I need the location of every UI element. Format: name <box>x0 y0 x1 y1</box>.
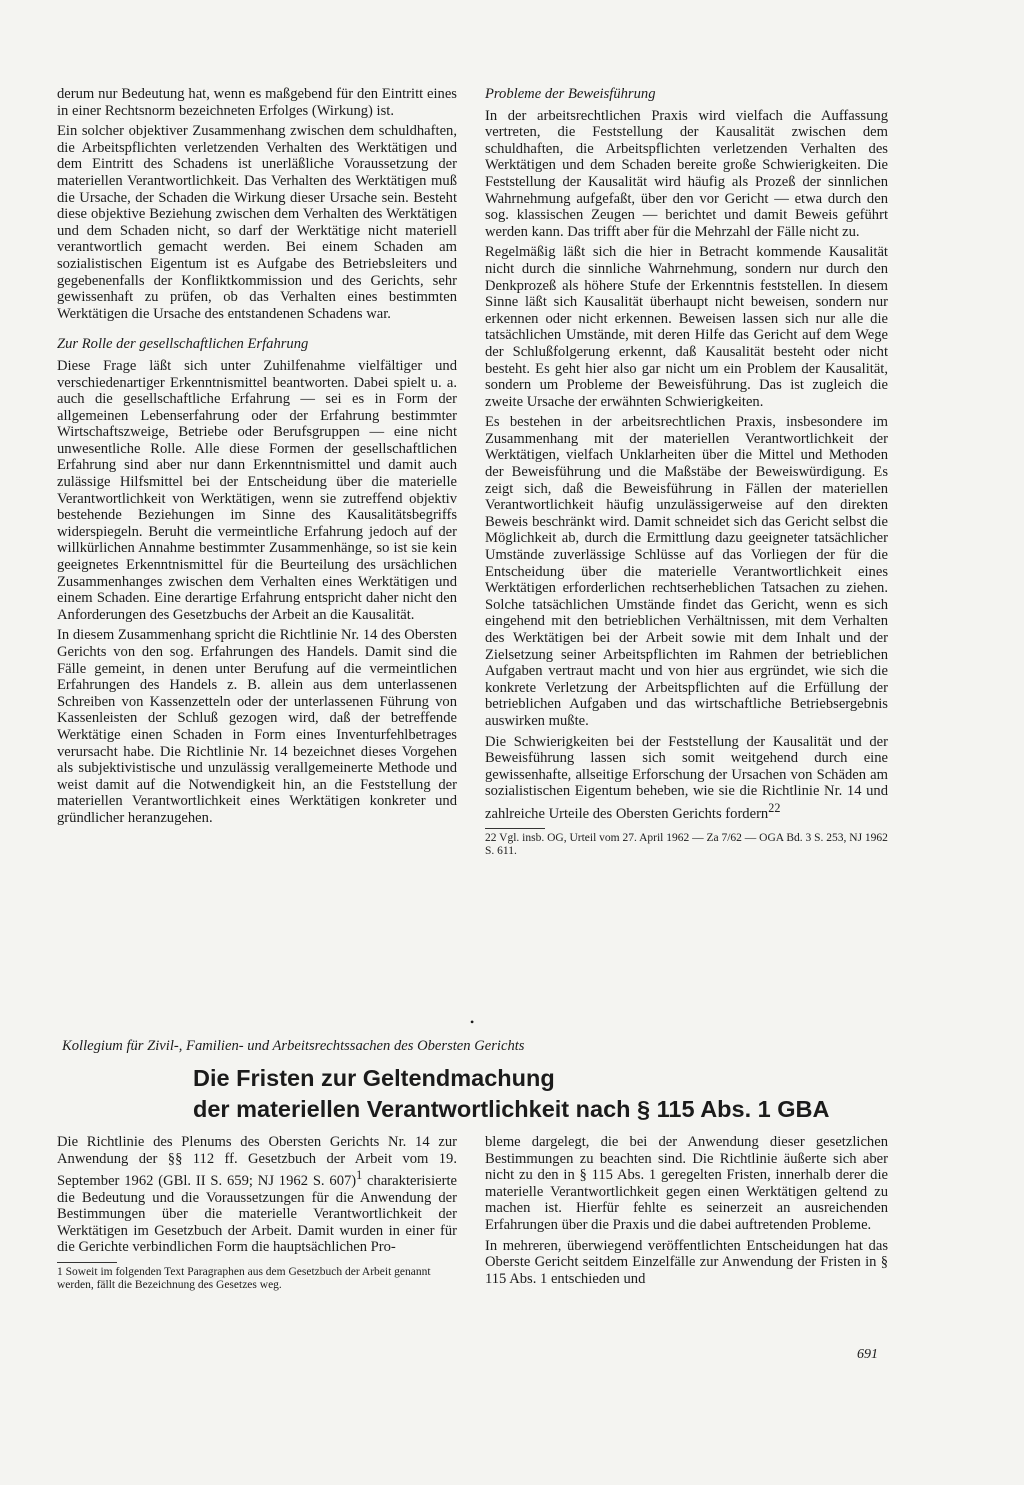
headline-line-2: der materiellen Verantwortlichkeit nach § 115 Abs. 1 GBA <box>193 1096 830 1122</box>
paragraph: Regelmäßig läßt sich die hier in Betracht kommende Kausalität nicht durch die sinnliche Wahrnehmung, sondern nur durch den Denkprozeß als höhere Stufe der Erkenntnis feststellen. In diesem Sinne läßt sich Kausalität überhaupt nicht beweisen, sondern nur erkennen oder nicht erkennen. Beweisen lassen sich nur alle die tatsächlichen Umstände, mit deren Hilfe das Gericht auf dem Wege der Schlußfolgerung erkennt, daß Kausalität besteht oder nicht besteht. Es geht hier also gar nicht um ein Problem der Kausalität, sondern um Probleme der Beweisführung. Das ist zugleich die zweite Ursache der erwähnten Schwierigkeiten. <box>485 244 888 410</box>
paragraph <box>57 1134 457 1256</box>
paragraph-text: charakterisierte die Bedeutung und die Voraussetzungen für die Anwendung der Bestimmungen über die materielle Verantwortlichkeit der Werktätigen im Gesetzbuch der Arbeit. Damit wurden in einer für die Gerichte verbindlichen Form die hauptsächlichen Pro- <box>57 1173 457 1256</box>
paragraph <box>485 734 888 823</box>
paragraph: Ein solcher objektiver Zusammenhang zwischen dem schuldhaften, die Arbeitspflichten verletzenden Verhalten des Werktätigen und dem Eintritt des Schadens ist unerläßliche Voraussetzung der materiellen Verantwortlichkeit. Das Verhalten des Werktätigen muß die Ursache, der Schaden die Wirkung dieser Ursache sein. Besteht diese objektive Beziehung zwischen dem Verhalten des Werktätigen und dem Schaden nicht, so darf der Werktätige nicht materiell verantwortlich gemacht werden. Bei einem Schaden am sozialistischen Eigentum ist es Aufgabe des Betriebsleiters und gegebenenfalls der Konfliktkommission und des Gerichts, sehr gewissenhaft zu prüfen, ob das Verhalten eines bestimmten Werktätigen die Ursache des entstandenen Schadens war. <box>57 123 457 322</box>
footnote-ref: 1 <box>356 1168 363 1183</box>
article-headline <box>193 1063 913 1125</box>
footnote: 1 Soweit im folgenden Text Paragraphen aus dem Gesetzbuch der Arbeit genannt werden, fällt die Bezeichnung des Gesetzes weg. <box>57 1266 431 1292</box>
paragraph: Es bestehen in der arbeitsrechtlichen Praxis, insbesondere im Zusammenhang mit der materiellen Verantwortlichkeit der Werktätigen, vielfach Unklarheiten über die Mittel und Methoden der Beweisführung und die Maßstäbe der Beweiswürdigung. Es zeigt sich, daß die Beweisführung in Fällen der materiellen Verantwortlichkeit häufig unzulässigerweise auf den direkten Beweis beschränkt wird. Damit schneidet sich das Gericht selbst die Möglichkeit ab, durch die Ermittlung dazu geeigneter tatsächlicher Umstände zuverlässige Schlüsse auf das Vorliegen der für die Entscheidung über die materielle Verantwortlichkeit eines Werktätigen erforderlichen rechtserheblichen Tatsachen zu ziehen. Solche tatsächlichen Umstände findet das Gericht, wenn es sich eingehend mit den betrieblichen Verhältnissen, mit dem Verhalten des Werktätigen bei der Arbeit sowie mit dem Inhalt und der Zielsetzung seiner Arbeitspflichten im Rahmen der betrieblichen Aufgaben vertraut macht und von hier aus ergründet, wie sich die konkrete Verletzung der Arbeitspflichten auf die Erfüllung der betrieblichen Aufgaben und das wirtschaftliche Betriebsergebnis auswirken mußte. <box>485 414 888 729</box>
footnote-ref: 22 <box>768 800 781 815</box>
paragraph: Diese Frage läßt sich unter Zuhilfenahme vielfältiger und verschiedenartiger Erkenntnismittel beantworten. Dabei spielt u. a. auch die gesellschaftliche Erfahrung — sei es in Form der allgemeinen Lebenserfahrung oder der Erfahrung bestimmter Wirtschaftszweige, Betriebe oder Berufsgruppen — eine nicht unwesentliche Rolle. Alle diese Formen der gesellschaftlichen Erfahrung sind aber nur dann Erkenntnismittel und damit auch zulässige Hilfsmittel bei der Entscheidung über die materielle Verantwortlichkeit von Werktätigen, wenn sie zutreffend objektiv bestehende Beziehungen im Sinne des Kausalitätsbegriffs widerspiegeln. Beruht die vermeintliche Erfahrung jedoch auf der willkürlichen Annahme bestimmter Zusammenhänge, so ist sie kein geeignetes Erkenntnismittel für die Beurteilung des ursächlichen Zusammenhanges zwischen dem Verhalten eines Werktätigen und einem Schaden. Eine derartige Erfahrung entspricht daher nicht den Anforderungen des Gesetzbuchs der Arbeit an die Kausalität. <box>57 357 457 623</box>
page-number: 691 <box>857 1347 878 1362</box>
footnote: 22 Vgl. insb. OG, Urteil vom 27. April 1962 — Za 7/62 — OGA Bd. 3 S. 253, NJ 1962 S. 611. <box>485 832 888 858</box>
right-column-bottom <box>485 1134 888 1291</box>
paragraph-text: Die Schwierigkeiten bei der Feststellung der Kausalität und der Beweisführung lassen sich somit weitgehend durch eine gewissenhafte, allseitige Erforschung der Ursachen von Schäden am sozialistischen Eigentum beheben, wie sie die Richtlinie Nr. 14 und zahlreiche Urteile des Obersten Gerichts fordern <box>485 733 888 822</box>
paragraph: In der arbeitsrechtlichen Praxis wird vielfach die Auffassung vertreten, die Feststellung der Kausalität zwischen dem schuldhaften, die Arbeitspflichten verletzenden Verhalten des Werktätigen und dem Schaden bereite große Schwierigkeiten. Die Feststellung der Kausalität wird häufig als Prozeß der sinnlichen Wahrnehmung aufgefaßt, über den vor Gericht — etwa durch den sog. klassischen Zeugen — berichtet und damit Beweis geführt werden kann. Das trifft aber für die Mehrzahl der Fälle nicht zu. <box>485 107 888 240</box>
right-column-top <box>485 86 888 858</box>
footnote-rule <box>57 1262 117 1263</box>
footnote-rule <box>485 828 545 829</box>
paragraph: bleme dargelegt, die bei der Anwendung dieser gesetzlichen Bestimmungen zu beachten sind. Die Richtlinie äußerte sich aber nicht zu den in § 115 Abs. 1 geregelten Fristen, innerhalb derer die materielle Verantwortlichkeit gegen einen Werktätigen geltend zu machen ist. Hierfür fehlte es seinerzeit an ausreichenden Erfahrungen über die Praxis und die dabei auftretenden Probleme. <box>485 1134 888 1233</box>
paragraph-text: Die Richtlinie des Plenums des Obersten Gerichts Nr. 14 zur Anwendung der §§ 112 ff. Gesetzbuch der Arbeit vom 19. September 1962 (GBl. II S. 659; NJ 1962 S. 607) <box>57 1134 457 1190</box>
section-heading: Probleme der Beweisführung <box>485 86 656 102</box>
paragraph: In diesem Zusammenhang spricht die Richtlinie Nr. 14 des Obersten Gerichts von den sog. Erfahrungen des Handels. Damit sind die Fälle gemeint, in denen unter Berufung auf die vermeintlichen Erfahrungen des Handels z. B. allein aus dem unterlassenen Schreiben von Kassenzetteln oder der unterlassenen Führung von Kassenleisten der Schluß gezogen wird, daß der betreffende Werktätige einen Schaden in Form eines Inventurfehlbetrages verursacht habe. Die Richtlinie Nr. 14 bezeichnet dieses Vorgehen als subjektivistische und unzulässig verallgemeinerte Methode und weist damit auf die Notwendigkeit hin, an die Feststellung der materiellen Verantwortlichkeit eines Werktätigen konkreter und gründlicher heranzugehen. <box>57 627 457 826</box>
paragraph: derum nur Bedeutung hat, wenn es maßgebend für den Eintritt eines in einer Rechtsnorm bezeichneten Erfolges (Wirkung) ist. <box>57 86 457 119</box>
separator-dot: • <box>470 1015 475 1029</box>
court-section-label: Kollegium für Zivil-, Familien- und Arbeitsrechtssachen des Obersten Gerichts <box>62 1038 525 1054</box>
paragraph: In mehreren, überwiegend veröffentlichten Entscheidungen hat das Oberste Gericht seitdem Einzelfälle zur Anwendung der Fristen in § 115 Abs. 1 entschieden und <box>485 1237 888 1287</box>
section-heading: Zur Rolle der gesellschaftlichen Erfahrung <box>57 336 309 353</box>
left-column-top <box>57 86 457 831</box>
left-column-bottom <box>57 1134 457 1292</box>
headline-line-1: Die Fristen zur Geltendmachung <box>193 1065 555 1091</box>
